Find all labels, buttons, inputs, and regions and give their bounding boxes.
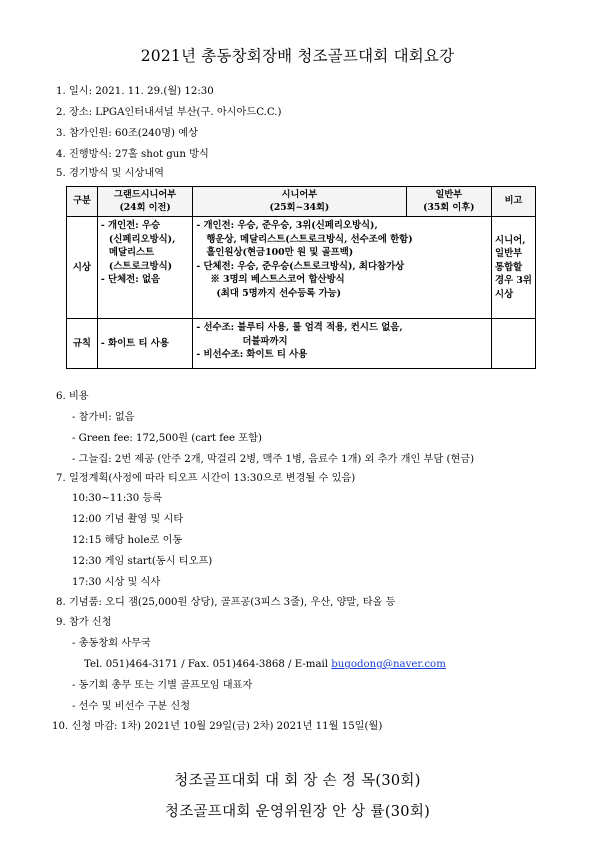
award-senior-line: (최대 5명까지 선수등록 가능): [216, 287, 342, 299]
award-grand-line: (신페리오방식),: [108, 233, 176, 245]
award-note-line: 시상: [495, 288, 514, 300]
award-note: [492, 217, 536, 319]
award-grand-line: - 개인전: 우승: [100, 220, 161, 231]
row-label-rules: 규칙: [67, 319, 98, 369]
application-office: - 총동창회 사무국: [72, 638, 151, 649]
cost-entry-fee: - 참가비: 없음: [72, 412, 135, 423]
award-senior-line: 홀인원상(현금100만 원 및 골프백): [206, 247, 354, 258]
header-general-name: 일반부: [435, 189, 463, 200]
award-note-line: 통합할: [495, 261, 523, 273]
section-gifts: 8. 기념품: 오디 잼(25,000원 상당), 골프공(3피스 3줄), 우산, 양말, 타올 등: [56, 597, 396, 608]
row-label-award: 시상: [67, 217, 98, 319]
section-schedule-head: 7. 일정계획(사정에 따라 티오프 시간이 13:30으로 변경될 수 있음): [56, 473, 356, 484]
award-senior-line: - 개인전: 우승, 준우승, 3위(신페리오방식),: [196, 220, 378, 231]
schedule-item: 12:00 기념 촬영 및 시타: [72, 514, 184, 525]
rule-note-empty: [492, 319, 536, 369]
footer-chairman: 청조골프대회 대 회 장 손 정 목(30회): [174, 773, 421, 789]
award-senior-general: [193, 217, 492, 319]
award-grand-line: - 단체전: 없음: [100, 274, 161, 285]
header-grand-senior-range: (24회 이전): [119, 201, 171, 213]
email-link[interactable]: bugodong@naver.com: [331, 659, 446, 670]
header-senior: [193, 187, 406, 217]
award-grand-line: 메달리스트: [108, 247, 155, 258]
item-venue: 2. 장소: LPGA인터내셔널 부산(구. 아시아드C.C.): [56, 107, 282, 118]
footer-committee-chair: 청조골프대회 운영위원장 안 상 률(30회): [164, 804, 431, 820]
award-note-line: 일반부: [495, 248, 523, 260]
item-format: 4. 진행방식: 27홀 shot gun 방식: [56, 149, 209, 160]
schedule-item: 12:15 해당 hole로 이동: [72, 535, 183, 546]
rule-senior-line: 더블파까지: [242, 335, 288, 347]
header-note: 비고: [492, 187, 536, 217]
schedule-item: 10:30~11:30 등록: [72, 493, 163, 504]
award-grand-senior: [97, 217, 192, 319]
award-grand-line: (스트로크방식): [108, 260, 173, 272]
contact-text: Tel. 051)464-3171 / Fax. 051)464-3868 / E-mail: [84, 659, 332, 670]
schedule-item: 17:30 시상 및 식사: [72, 577, 161, 588]
document-title: 2021년 총동창회장배 청조골프대회 대회요강: [140, 47, 455, 65]
header-category: 구분: [67, 187, 98, 217]
rule-grand-line: - 화이트 티 사용: [100, 337, 169, 349]
header-general-col: [406, 187, 492, 217]
item-game-method: 5. 경기방식 및 시상내역: [56, 168, 165, 179]
award-senior-line: - 단체전: 우승, 준우승(스트로크방식), 최다참가상: [196, 260, 405, 272]
application-contact: [84, 658, 446, 672]
section-cost-head: 6. 비용: [56, 391, 89, 402]
award-note-line: 시니어,: [495, 234, 526, 246]
award-note-line: 경우 3위: [495, 275, 532, 287]
header-grand-senior-name: 그랜드시니어부: [114, 189, 177, 200]
award-senior-line: 행운상, 메달리스트(스트로크방식, 선수조에 한함): [206, 233, 413, 245]
section-deadline: 10. 신청 마감: 1차) 2021년 10월 29일(금) 2차) 2021년 11월 15일(월): [52, 721, 383, 732]
item-participants: 3. 참가인원: 60조(240명) 예상: [56, 128, 198, 139]
header-senior-range: (25회~34회): [269, 201, 330, 213]
header-general-range: (35회 이후): [423, 201, 475, 213]
header-senior-name: 시니어부: [281, 189, 318, 200]
rule-senior-line: - 비선수조: 화이트 티 사용: [196, 349, 308, 360]
cost-green-fee: - Green fee: 172,500원 (cart fee 포함): [72, 433, 262, 444]
cost-shade-house: - 그늘집: 2번 제공 (안주 2개, 막걸리 2병, 맥주 1병, 음료수 1개) 외 추가 개인 부담 (현금): [72, 454, 475, 465]
schedule-item: 12:30 게임 start(동시 티오프): [72, 556, 213, 567]
rule-senior-line: - 선수조: 블루티 사용, 룰 엄격 적용, 컨시드 없음,: [196, 322, 403, 333]
rule-grand-senior: [97, 319, 192, 369]
table-row-award: [67, 217, 536, 319]
rule-senior-general: [193, 319, 492, 369]
award-senior-line: ※ 3명의 베스트스코어 합산방식: [210, 274, 345, 285]
table-row-rules: [67, 319, 536, 369]
application-rep: - 동기회 총무 또는 기별 골프모임 대표자: [72, 680, 253, 691]
table-header-row: [67, 187, 536, 217]
competition-table: [66, 186, 536, 369]
header-grand-senior: [97, 187, 192, 217]
item-date: 1. 일시: 2021. 11. 29.(월) 12:30: [56, 86, 214, 97]
section-application-head: 9. 참가 신청: [56, 617, 112, 628]
application-split: - 선수 및 비선수 구분 신청: [72, 701, 191, 712]
